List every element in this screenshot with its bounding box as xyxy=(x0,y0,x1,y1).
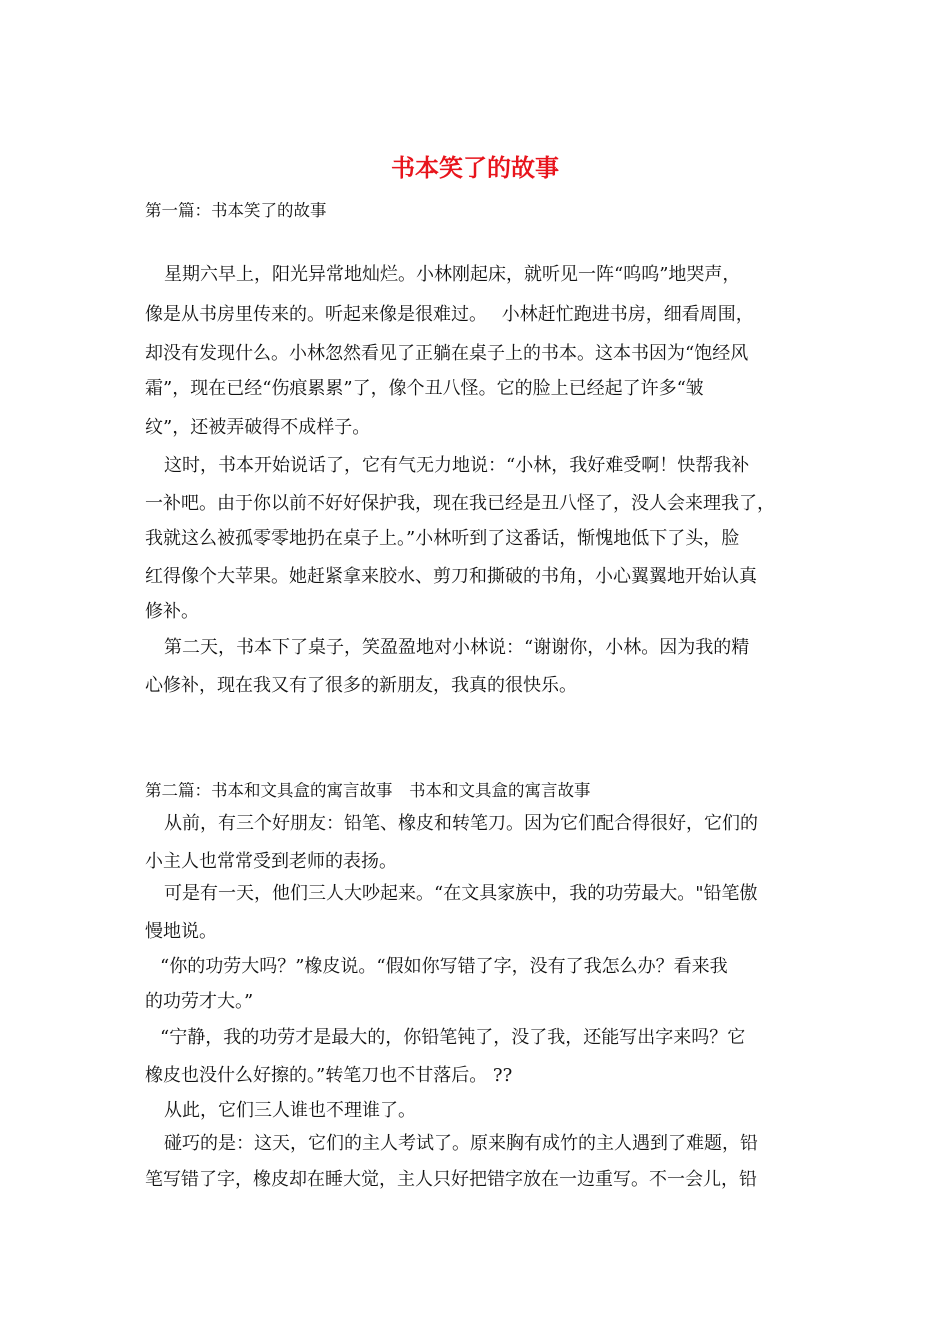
paragraph-line: 修补。 xyxy=(145,601,199,622)
paragraph-line: 这时，书本开始说话了，它有气无力地说：“小林，我好难受啊！快帮我补 xyxy=(164,455,750,476)
part2-heading: 第二篇：书本和文具盒的寓言故事 书本和文具盒的寓言故事 xyxy=(145,781,591,800)
paragraph-line: 霜”，现在已经“伤痕累累”了，像个丑八怪。它的脸上已经起了许多“皱 xyxy=(145,378,704,399)
paragraph-line: 一补吧。由于你以前不好好保护我，现在我已经是丑八怪了，没人会来理我了， xyxy=(145,493,775,514)
document-title: 书本笑了的故事 xyxy=(391,153,559,182)
paragraph-line: 的功劳才大。” xyxy=(145,991,254,1012)
paragraph-line: 小主人也常常受到老师的表扬。 xyxy=(145,851,397,872)
paragraph-line: 碰巧的是：这天，它们的主人考试了。原来胸有成竹的主人遇到了难题，铅 xyxy=(164,1133,758,1154)
paragraph-line: 星期六早上，阳光异常地灿烂。小林刚起床，就听见一阵“呜呜”地哭声， xyxy=(164,264,741,285)
paragraph-line: 第二天，书本下了桌子，笑盈盈地对小林说：“谢谢你，小林。因为我的精 xyxy=(164,637,750,658)
paragraph-line: 橡皮也没什么好擦的。”转笔刀也不甘落后。 ?? xyxy=(145,1065,513,1086)
paragraph-line: 我就这么被孤零零地扔在桌子上。”小林听到了这番话，惭愧地低下了头，脸 xyxy=(145,528,740,549)
paragraph-line: 像是从书房里传来的。听起来像是很难过。 小林赶忙跑进书房，细看周围， xyxy=(145,304,754,325)
paragraph-line: 红得像个大苹果。她赶紧拿来胶水、剪刀和撕破的书角，小心翼翼地开始认真 xyxy=(145,566,757,587)
paragraph-line: 从前，有三个好朋友：铅笔、橡皮和转笔刀。因为它们配合得很好，它们的 xyxy=(164,813,758,834)
paragraph-line: 慢地说。 xyxy=(145,921,217,942)
paragraph-line: 可是有一天，他们三人大吵起来。“在文具家族中，我的功劳最大。"铅笔傲 xyxy=(164,883,758,904)
paragraph-line: 笔写错了字，橡皮却在睡大觉，主人只好把错字放在一边重写。不一会儿，铅 xyxy=(145,1169,757,1190)
paragraph-line: 却没有发现什么。小林忽然看见了正躺在桌子上的书本。这本书因为“饱经风 xyxy=(145,343,749,364)
paragraph-line: 纹”，还被弄破得不成样子。 xyxy=(145,417,371,438)
paragraph-line: “你的功劳大吗？”橡皮说。“假如你写错了字，没有了我怎么办？看来我 xyxy=(160,956,728,977)
paragraph-line: 心修补，现在我又有了很多的新朋友，我真的很快乐。 xyxy=(145,675,577,696)
paragraph-line: “宁静，我的功劳才是最大的，你铅笔钝了，没了我，还能写出字来吗？它 xyxy=(160,1027,746,1048)
part1-heading: 第一篇：书本笑了的故事 xyxy=(145,201,327,220)
paragraph-line: 从此，它们三人谁也不理谁了。 xyxy=(164,1100,416,1121)
